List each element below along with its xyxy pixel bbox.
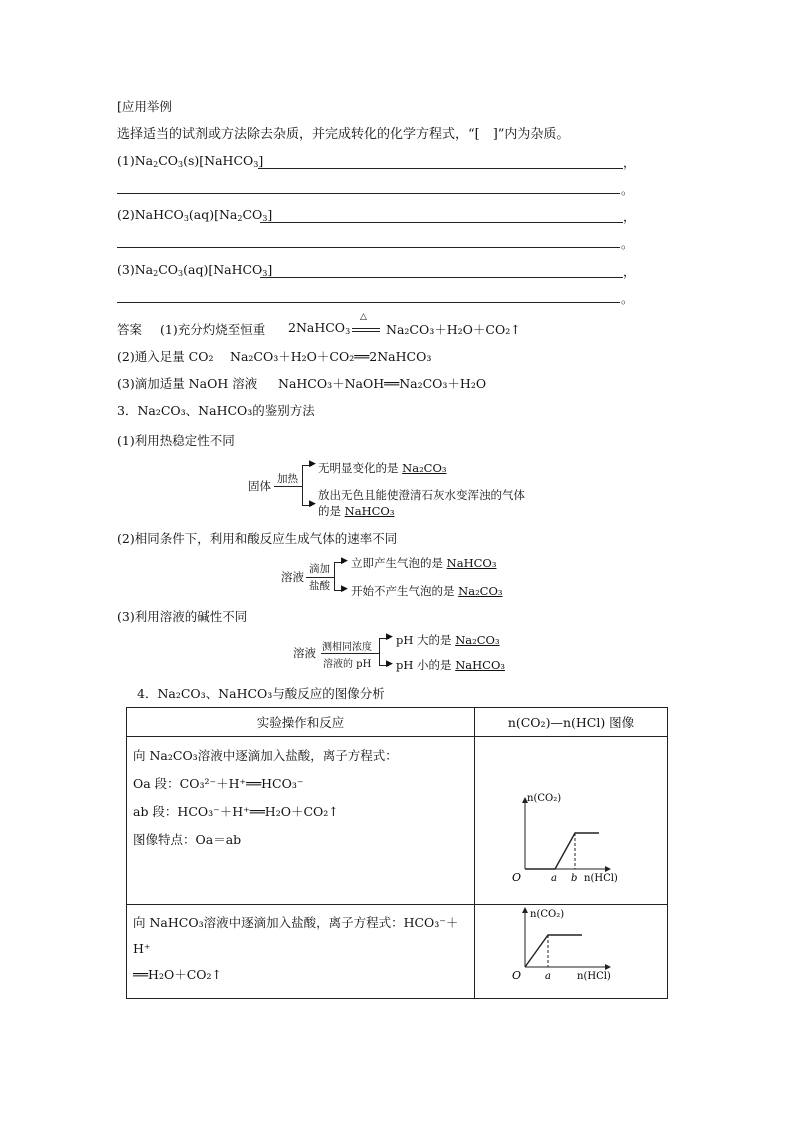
row1-line2: Oa 段：CO₃²⁻＋H⁺══HCO₃⁻: [133, 776, 304, 791]
instruction-text: 选择适当的试剂或方法除去杂质，并完成转化的化学方程式，“[ ]”内为杂质。: [117, 127, 570, 142]
exercise-3-comma: ，: [623, 264, 636, 279]
exercise-1-comma: ，: [623, 155, 636, 170]
exercise-3-blank-2[interactable]: [117, 302, 620, 303]
method-1-title: (1)利用热稳定性不同: [117, 433, 235, 448]
method-3-arrow-bottom: 溶液的 pH: [323, 659, 372, 670]
arrow-right-icon: ▶: [309, 499, 316, 509]
origin-label: O: [512, 871, 522, 884]
method-2-bottom: 开始不产生气泡的是 Na₂CO₃: [351, 584, 503, 598]
method-1-left: 固体: [248, 479, 271, 493]
heat-triangle-icon: △: [360, 312, 367, 322]
exercise-3-period: 。: [621, 291, 634, 306]
tick-a: a: [551, 873, 557, 884]
exercise-2-comma: ，: [623, 209, 636, 224]
answer-1-eq-left: 2NaHCO$_3$: [288, 320, 351, 336]
section-3-title: 3．Na₂CO₃、NaHCO₃的鉴别方法: [117, 403, 315, 418]
arrow-right-icon: ▶: [386, 632, 393, 642]
row1-line3: ab 段：HCO₃⁻＋H⁺══H₂O＋CO₂↑: [133, 804, 339, 819]
exercise-3-label: $(3)Na_2CO_3(aq)[NaHCO_3]$: [117, 262, 273, 278]
row1-graph-cell: [475, 737, 668, 905]
tick-a: a: [545, 971, 551, 982]
method-1-top: 无明显变化的是 Na₂CO₃: [318, 461, 447, 475]
method-2-bracket: [334, 562, 335, 590]
y-axis-label: n(CO₂): [530, 909, 565, 920]
exercise-1-blank[interactable]: [258, 168, 623, 169]
answer-3-text: (3)滴加适量 NaOH 溶液: [117, 376, 258, 391]
method-2-left: 溶液: [281, 570, 304, 584]
x-axis-label: n(HCl): [577, 971, 611, 982]
row1-line1: 向 Na₂CO₃溶液中逐滴加入盐酸，离子方程式：: [133, 748, 398, 763]
method-3-arrow-line: [321, 653, 379, 654]
exercise-2-period: 。: [621, 236, 634, 251]
comparison-table: [126, 707, 668, 999]
row2-line1: 向 NaHCO₃溶液中逐滴加入盐酸，离子方程式：HCO₃⁻＋H⁺: [133, 915, 459, 956]
method-2-title: (2)相同条件下，利用和酸反应生成气体的速率不同: [117, 531, 398, 546]
answer-2-eq: Na₂CO₃＋H₂O＋CO₂══2NaHCO₃: [230, 349, 432, 364]
x-axis-label: n(HCl): [584, 873, 618, 884]
method-1-arrow-label: 加热: [277, 473, 298, 485]
method-1-bracket: [302, 465, 303, 505]
equals-line-bottom: [352, 331, 380, 332]
table-row: [127, 905, 475, 999]
method-3-left: 溶液: [293, 646, 316, 660]
row1-line4: 图像特点：Oa＝ab: [133, 832, 242, 847]
y-axis-label: n(CO₂): [527, 793, 562, 804]
answer-2-text: (2)通入足量 CO₂: [117, 349, 214, 364]
table-header-operation: 实验操作和反应: [127, 708, 475, 737]
exercise-1-label: $(1)Na_2CO_3(s)[NaHCO_3]$: [117, 153, 264, 169]
origin-label: O: [512, 969, 522, 982]
arrow-right-icon: ▶: [386, 659, 393, 669]
section-label: [应用举例: [117, 99, 172, 114]
exercise-2-blank-2[interactable]: [117, 247, 620, 248]
answer-3-eq: NaHCO₃＋NaOH══Na₂CO₃＋H₂O: [278, 376, 487, 391]
method-1-bottom-1: 放出无色且能使澄清石灰水变浑浊的气体: [318, 488, 525, 502]
exercise-2-blank[interactable]: [260, 222, 623, 223]
exercise-1-blank-2[interactable]: [117, 193, 620, 194]
graph-na2co3: [475, 737, 665, 887]
section-4-title: 4．Na₂CO₃、NaHCO₃与酸反应的图像分析: [137, 686, 385, 701]
method-2-arrow-top: 滴加: [309, 563, 330, 575]
method-3-top: pH 大的是 Na₂CO₃: [396, 633, 500, 647]
answer-label: 答案: [117, 322, 143, 337]
method-1-arrow-line: [274, 486, 302, 487]
method-3-title: (3)利用溶液的碱性不同: [117, 609, 248, 624]
tick-b: b: [571, 873, 578, 884]
equals-line-top: [352, 328, 380, 329]
method-2-top: 立即产生气泡的是 NaHCO₃: [351, 556, 497, 570]
method-1-bottom-2: 的是 NaHCO₃: [318, 504, 395, 518]
table-row: [127, 737, 475, 905]
arrow-right-icon: ▶: [341, 556, 348, 566]
row2-line2: ══H₂O＋CO₂↑: [133, 967, 223, 982]
exercise-2-label: $(2)NaHCO_3(aq)[Na_2CO_3]$: [117, 207, 273, 223]
method-3-bottom: pH 小的是 NaHCO₃: [396, 658, 505, 672]
arrow-right-icon: ▶: [341, 584, 348, 594]
exercise-1-period: 。: [621, 182, 634, 197]
graph-nahco3: [475, 905, 665, 991]
arrow-right-icon: ▶: [309, 459, 316, 469]
answer-1-text: (1)充分灼烧至恒重: [160, 322, 266, 337]
method-3-arrow-top: 测相同浓度: [322, 642, 372, 653]
answer-1-eq-right: Na₂CO₃＋H₂O＋CO₂↑: [386, 322, 521, 337]
method-2-arrow-bottom: 盐酸: [309, 580, 330, 592]
method-3-bracket: [379, 638, 380, 665]
row2-graph-cell: [475, 905, 668, 999]
exercise-3-blank[interactable]: [260, 277, 623, 278]
table-header-graph: n(CO₂)—n(HCl) 图像: [475, 708, 668, 737]
